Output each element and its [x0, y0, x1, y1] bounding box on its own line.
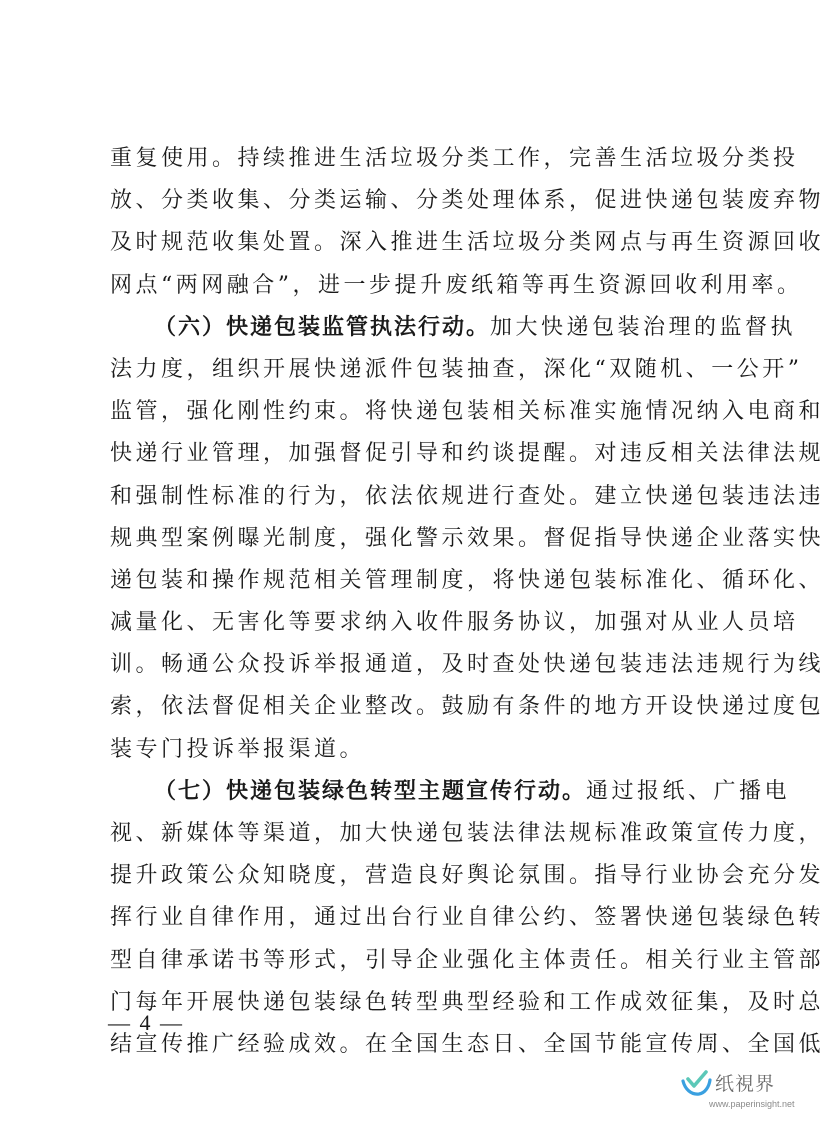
- text-line: 递包装和操作规范相关管理制度，将快递包装标准化、循环化、: [110, 567, 824, 593]
- text-line: 放、分类收集、分类运输、分类处理体系，促进快递包装废弃物: [110, 188, 824, 214]
- section-7-first-line-text: 通过报纸、广播电: [586, 778, 791, 804]
- section-6-first-line: [110, 307, 797, 349]
- text-line: 网点“两网融合”，进一步提升废纸箱等再生资源回收利用率。: [110, 272, 803, 298]
- text-line: 索，依法督促相关企业整改。鼓励有条件的地方开设快递过度包: [110, 694, 824, 720]
- text-line: 装专门投诉举报渠道。: [110, 736, 366, 762]
- section-6-first-line-text: 加大快递包装治理的监督执: [490, 314, 797, 340]
- section-7-heading: （七）快递包装绿色转型主题宣传行动。: [154, 778, 587, 804]
- text-line: 快递行业管理，加强督促引导和约谈提醒。对违反相关法律法规: [110, 441, 824, 467]
- section-6-heading: （六）快递包装监管执法行动。: [154, 314, 491, 340]
- text-line: 重复使用。持续推进生活垃圾分类工作，完善生活垃圾分类投: [110, 146, 799, 171]
- text-line: 监管，强化刚性约束。将快递包装相关标准实施情况纳入电商和: [110, 399, 824, 425]
- text-line: 减量化、无害化等要求纳入收件服务协议，加强对从业人员培: [110, 610, 799, 636]
- text-line: 结宣传推广经验成效。在全国生态日、全国节能宣传周、全国低: [110, 1031, 824, 1057]
- text-line: 法力度，组织开展快递派件包装抽查，深化“双随机、一公开”: [110, 356, 803, 382]
- text-line: 训。畅通公众投诉举报通道，及时查处快递包装违法违规行为线: [110, 652, 824, 678]
- text-line: 门每年开展快递包装绿色转型典型经验和工作成效征集，及时总: [110, 989, 824, 1015]
- watermark-brand: 纸視界: [715, 1073, 776, 1095]
- text-line: 和强制性标准的行为，依法依规进行查处。建立快递包装违法违: [110, 483, 824, 509]
- page-number: — 4 —: [108, 1010, 184, 1035]
- check-swoosh-logo-icon: [679, 1065, 713, 1099]
- text-line: 提升政策公众知晓度，营造良好舆论氛围。指导行业协会充分发: [110, 863, 824, 889]
- text-line: 型自律承诺书等形式，引导企业强化主体责任。相关行业主管部: [110, 947, 824, 973]
- watermark: [679, 1061, 795, 1119]
- text-line: 挥行业自律作用，通过出台行业自律公约、签署快递包装绿色转: [110, 905, 824, 931]
- watermark-url: www.paperinsight.net: [709, 1099, 795, 1109]
- text-line: 及时规范收集处置。深入推进生活垃圾分类网点与再生资源回收: [110, 230, 824, 256]
- section-7-first-line: [110, 771, 791, 813]
- text-line: 规典型案例曝光制度，强化警示效果。督促指导快递企业落实快: [110, 525, 824, 551]
- text-line: 视、新媒体等渠道，加大快递包装法律法规标准政策宣传力度，: [110, 821, 824, 846]
- body-text: [110, 138, 824, 1066]
